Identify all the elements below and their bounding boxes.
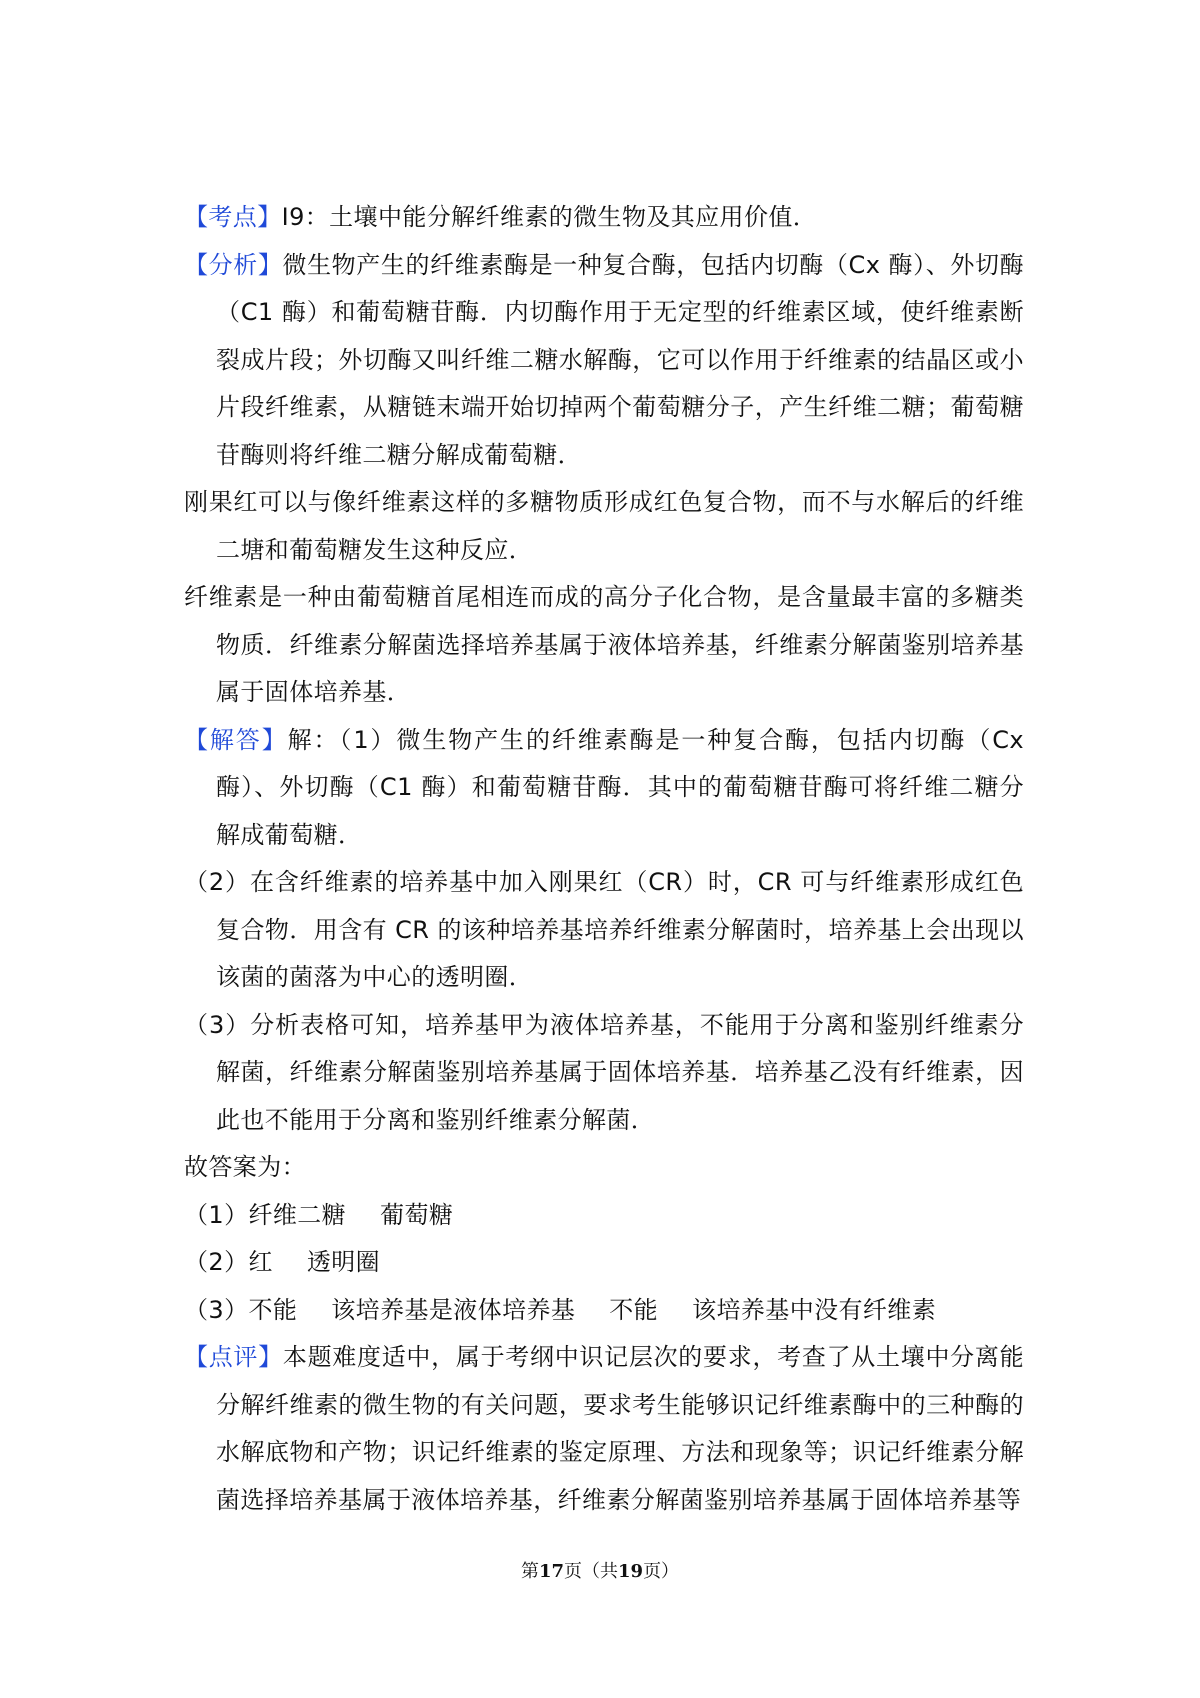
jieda-tag: 【解答】 bbox=[184, 725, 288, 754]
answer-3-part-2: 该培养基是液体培养基 bbox=[331, 1295, 576, 1324]
fenxi-congo-red-paragraph: 刚果红可以与像纤维素这样的多糖物质形成红色复合物，而不与水解后的纤维二塘和葡萄糖发生这种反应． bbox=[184, 488, 1024, 564]
page-footer bbox=[0, 1557, 1200, 1583]
kaodian-tag: 【考点】 bbox=[184, 203, 282, 231]
answer-line-3 bbox=[184, 1287, 1024, 1335]
answer-content bbox=[184, 194, 1024, 1524]
answer-1-part-1: （1）纤维二糖 bbox=[184, 1200, 347, 1229]
fenxi-tag: 【分析】 bbox=[184, 250, 283, 279]
fenxi-text: 微生物产生的纤维素酶是一种复合酶，包括内切酶（Cx 酶）、外切酶（C1 酶）和葡萄糖苷酶．内切酶作用于无定型的纤维素区域，使纤维素断裂成片段；外切酶又叫纤维二糖水解酶，它可以作用于纤维素的结晶区或小片段纤维素，从糖链末端开始切掉两个葡萄糖分子，产生纤维二糖；葡萄糖苷酶则将纤维二糖分解成葡萄糖． bbox=[216, 250, 1024, 469]
kaodian-paragraph bbox=[184, 194, 1024, 242]
jieda-paragraph-3: （3）分析表格可知，培养基甲为液体培养基，不能用于分离和鉴别纤维素分解菌，纤维素分解菌鉴别培养基属于固体培养基．培养基乙没有纤维素，因此也不能用于分离和鉴别纤维素分解菌． bbox=[184, 1010, 1024, 1134]
answer-line-2 bbox=[184, 1239, 1024, 1287]
answer-line-1 bbox=[184, 1192, 1024, 1240]
dianping-tag: 【点评】 bbox=[184, 1343, 283, 1371]
answer-2-part-1: （2）红 bbox=[184, 1248, 273, 1276]
dianping-paragraph bbox=[184, 1334, 1024, 1524]
fenxi-cellulose-paragraph: 纤维素是一种由葡萄糖首尾相连而成的高分子化合物，是含量最丰富的多糖类物质．纤维素分解菌选择培养基属于液体培养基，纤维素分解菌鉴别培养基属于固体培养基． bbox=[184, 583, 1024, 706]
answer-3-part-3: 不能 bbox=[609, 1295, 659, 1324]
footer-current-page: 17 bbox=[538, 1561, 564, 1582]
footer-suffix: 页） bbox=[643, 1561, 680, 1582]
answer-1-part-2: 葡萄糖 bbox=[380, 1200, 454, 1229]
jieda-paragraph-2: （2）在含纤维素的培养基中加入刚果红（CR）时，CR 可与纤维素形成红色复合物．用含有 CR 的该种培养基培养纤维素分解菌时，培养基上会出现以该菌的菌落为中心的透明圈． bbox=[184, 868, 1024, 991]
footer-total-pages: 19 bbox=[618, 1561, 644, 1582]
footer-prefix: 第 bbox=[520, 1561, 539, 1582]
footer-middle: 页（共 bbox=[564, 1561, 618, 1582]
kaodian-text: I9：土壤中能分解纤维素的微生物及其应用价值． bbox=[281, 203, 818, 231]
jieda-paragraph-1 bbox=[184, 717, 1024, 860]
answer-intro: 故答案为： bbox=[184, 1153, 306, 1181]
jieda-text-1: 解：（1）微生物产生的纤维素酶是一种复合酶，包括内切酶（Cx 酶）、外切酶（C1 酶）和葡萄糖苷酶．其中的葡萄糖苷酶可将纤维二糖分解成葡萄糖． bbox=[216, 725, 1024, 849]
dianping-text: 本题难度适中，属于考纲中识记层次的要求，考查了从土壤中分离能分解纤维素的微生物的有关问题，要求考生能够识记纤维素酶中的三种酶的水解底物和产物；识记纤维素的鉴定原理、方法和现象等；识记纤维素分解菌选择培养基属于液体培养基，纤维素分解菌鉴别培养基属于固体培养基等 bbox=[216, 1343, 1024, 1514]
answer-3-part-4: 该培养基中没有纤维素 bbox=[692, 1295, 937, 1324]
answer-2-part-2: 透明圈 bbox=[306, 1248, 381, 1276]
answer-3-part-1: （3）不能 bbox=[184, 1295, 298, 1324]
fenxi-paragraph bbox=[184, 242, 1024, 480]
